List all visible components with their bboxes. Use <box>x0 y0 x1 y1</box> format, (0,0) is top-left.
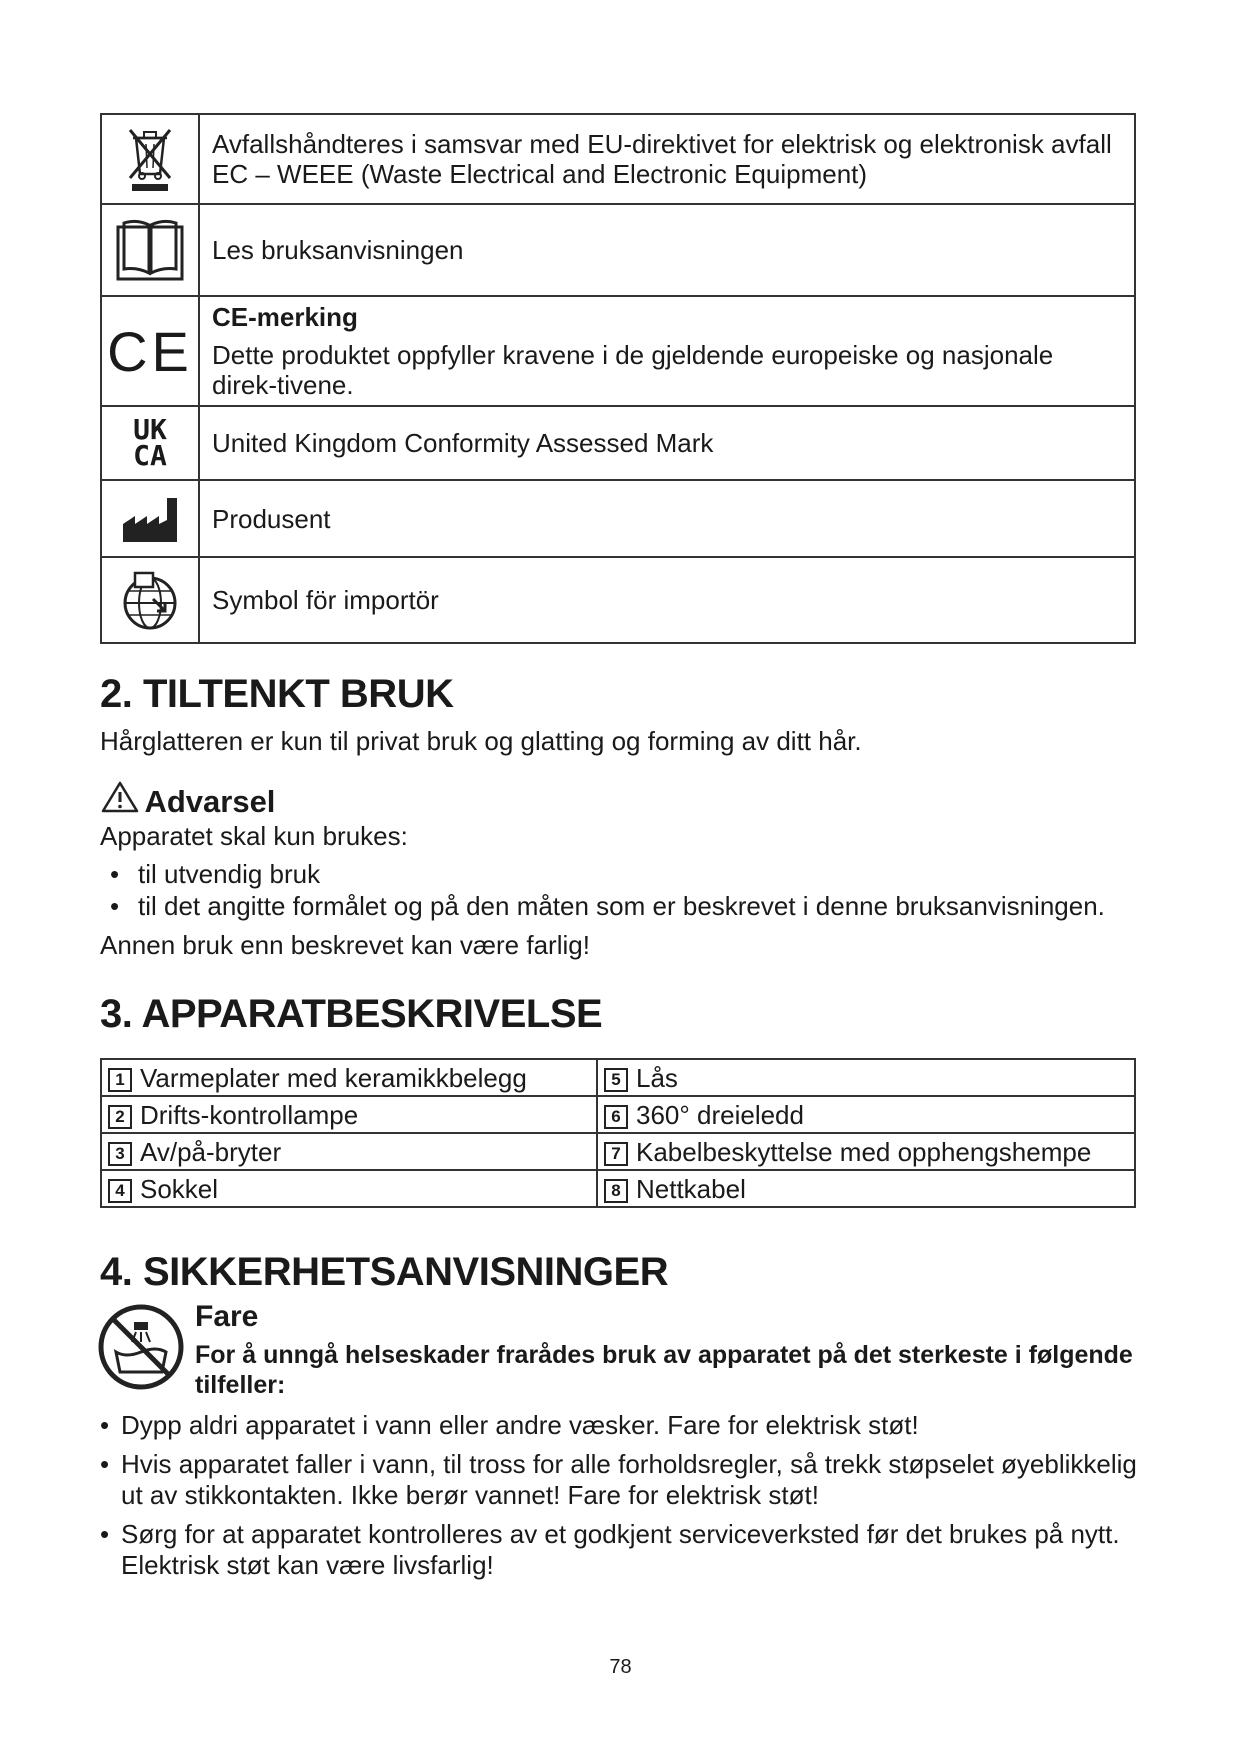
page-number: 78 <box>609 1656 632 1678</box>
symbol-description: Produsent <box>199 480 1135 557</box>
ce-text: Dette produktet oppfyller kravene i de gjeldende europeiske og nasjonale direk-tivene. <box>212 340 1054 400</box>
symbol-row <box>101 480 1135 557</box>
symbol-description: Les bruksanvisningen <box>199 204 1135 296</box>
symbol-description: Avfallshåndteres i samsvar med EU-direktivet for elektrisk og elektronisk avfall EC – WEEE (Waste Electrical and Electronic Equipment) <box>199 114 1135 204</box>
list-item: • til utvendig bruk <box>100 858 1105 890</box>
table-row <box>101 1170 1135 1207</box>
warning-lead: Apparatet skal kun brukes: <box>100 821 408 851</box>
warning-closing: Annen bruk enn beskrevet kan være farlig! <box>100 930 590 960</box>
symbol-row <box>101 204 1135 296</box>
warning-triangle-icon <box>100 780 140 814</box>
symbol-description: United Kingdom Conformity Assessed Mark <box>199 406 1135 480</box>
importer-globe-icon <box>101 557 199 643</box>
symbol-row <box>101 114 1135 204</box>
list-item: • Sørg for at apparatet kontrolleres av et godkjent serviceverksted før det brukes på nytt. Elektrisk støt kan være livsfarlig! <box>100 1519 1140 1581</box>
weee-bin-icon <box>101 114 199 204</box>
table-row <box>101 1059 1135 1096</box>
part-cell: 5 Lås <box>597 1059 1135 1096</box>
danger-title: Fare <box>195 1300 259 1333</box>
section-heading-safety: 4. SIKKERHETSANVISNINGER <box>100 1250 669 1294</box>
parts-table <box>100 1058 1136 1208</box>
warning-heading: Advarsel <box>100 780 275 820</box>
factory-icon <box>101 480 199 557</box>
list-item: • Dypp aldri apparatet i vann eller andre væsker. Fare for elektrisk støt! <box>100 1410 1140 1441</box>
section-heading-description: 3. APPARATBESKRIVELSE <box>100 992 603 1036</box>
safety-list <box>100 1410 1140 1589</box>
list-item: • til det angitte formålet og på den måten som er beskrevet i denne bruksanvisningen. <box>100 890 1105 922</box>
ce-mark-icon: CE <box>101 296 199 406</box>
ukca-mark-icon: UK CA <box>101 406 199 480</box>
no-water-immersion-icon <box>96 1302 186 1392</box>
part-cell: 2 Drifts-kontrollampe <box>101 1096 597 1133</box>
symbol-description: Symbol för importör <box>199 557 1135 643</box>
part-cell: 1 Varmeplater med keramikkbelegg <box>101 1059 597 1096</box>
part-cell: 8 Nettkabel <box>597 1170 1135 1207</box>
list-item: • Hvis apparatet faller i vann, til tross for alle forholdsregler, så trekk støpselet øyeblikkelig ut av stikkontakten. Ikke berør vannet! Fare for elektrisk støt! <box>100 1449 1140 1511</box>
part-cell: 6 360° dreieledd <box>597 1096 1135 1133</box>
part-cell: 4 Sokkel <box>101 1170 597 1207</box>
symbol-row <box>101 296 1135 406</box>
symbols-table <box>100 113 1136 644</box>
symbol-row <box>101 557 1135 643</box>
usage-list <box>100 858 1105 922</box>
danger-text: For å unngå helseskader frarådes bruk av apparatet på det sterkeste i følgende tilfeller: <box>195 1341 1133 1399</box>
symbol-description <box>199 296 1135 406</box>
manual-book-icon <box>101 204 199 296</box>
symbol-row <box>101 406 1135 480</box>
ce-title: CE-merking <box>212 302 358 332</box>
table-row <box>101 1133 1135 1170</box>
part-cell: 7 Kabelbeskyttelse med opphengshempe <box>597 1133 1135 1170</box>
intended-use-text: Hårglatteren er kun til privat bruk og glatting og forming av ditt hår. <box>100 726 862 756</box>
part-cell: 3 Av/på-bryter <box>101 1133 597 1170</box>
section-heading-intended-use: 2. TILTENKT BRUK <box>100 672 454 716</box>
table-row <box>101 1096 1135 1133</box>
